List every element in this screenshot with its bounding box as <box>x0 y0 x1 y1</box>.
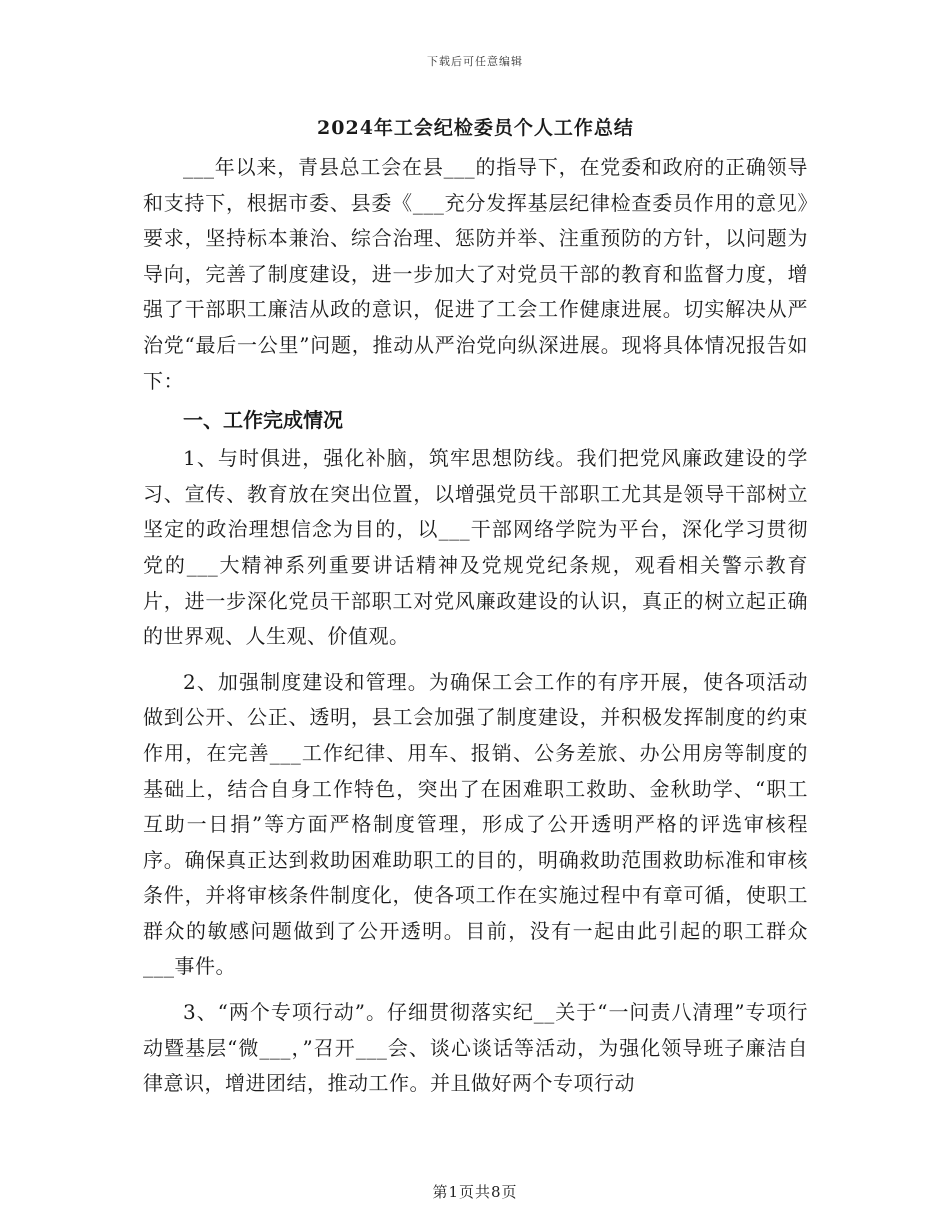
section-heading: 一、工作完成情况 <box>183 408 343 433</box>
item-paragraph-3: 3、“两个专项行动”。仔细贯彻落实纪__关于“一问责八清理”专项行动暨基层“微___，”召开___会、谈心谈话等活动，为强化领导班子廉洁自律意识，增进团结，推动工作。并且做好两个专项行动 <box>143 1000 808 1096</box>
item-paragraph-1: 1、与时俱进，强化补脑，筑牢思想防线。我们把党风廉政建设的学习、宣传、教育放在突出位置，以增强党员干部职工尤其是领导干部树立坚定的政治理想信念为目的，以___干部网络学院为平台，深化学习贯彻党的___大精神系列重要讲话精神及党规党纪条规，观看相关警示教育片，进一步深化党员干部职工对党风廉政建设的认识，真正的树立起正确的世界观、人生观、价值观。 <box>143 446 808 649</box>
item-paragraph-2: 2、加强制度建设和管理。为确保工会工作的有序开展，使各项活动做到公开、公正、透明，县工会加强了制度建设，并积极发挥制度的约束作用，在完善___工作纪律、用车、报销、公务差旅、办公用房等制度的基础上，结合自身工作特色，突出了在困难职工救助、金秋助学、“职工互助一日捐”等方面严格制度管理，形成了公开透明严格的评选审核程序。确保真正达到救助困难助职工的目的，明确救助范围救助标准和审核条件，并将审核条件制度化，使各项工作在实施过程中有章可循，使职工群众的敏感问题做到了公开透明。目前，没有一起由此引起的职工群众___事件。 <box>143 669 808 979</box>
page-number: 第1页共8页 <box>432 1183 518 1201</box>
intro-paragraph: ___年以来，青县总工会在县___的指导下，在党委和政府的正确领导和支持下，根据市委、县委《___充分发挥基层纪律检查委员作用的意见》要求，坚持标本兼治、综合治理、惩防并举、注重预防的方针，以问题为导向，完善了制度建设，进一步加大了对党员干部的教育和监督力度，增强了干部职工廉洁从政的意识，促进了工会工作健康进展。切实解决从严治党“最后一公里”问题，推动从严治党向纵深进展。现将具体情况报告如下： <box>143 155 808 393</box>
page-header-note: 下载后可任意编辑 <box>427 55 523 68</box>
document-title: 2024年工会纪检委员个人工作总结 <box>317 117 634 139</box>
document-body <box>143 112 808 1102</box>
